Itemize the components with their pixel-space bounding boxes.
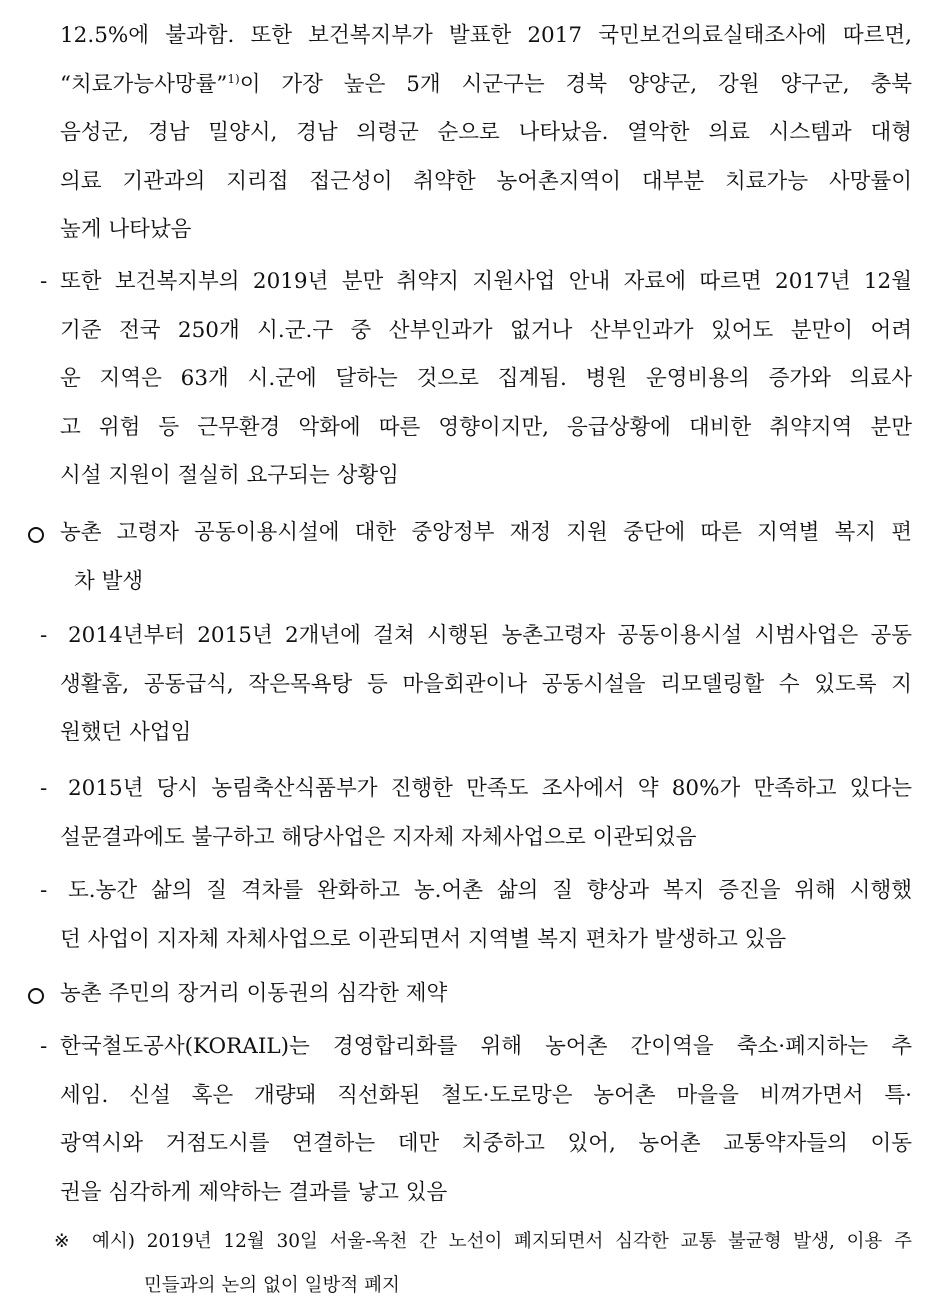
text-line: 차 발생 bbox=[74, 568, 144, 594]
text-line: 2015년 당시 농림축산식품부가 진행한 만족도 조사에서 약 80%가 만족하고 있다는 bbox=[68, 776, 912, 801]
quoted-term: “치료가능사망률” bbox=[60, 71, 228, 97]
text-line: 도.농간 삶의 질 격차를 완화하고 농.어촌 삶의 질 향상과 복지 증진을 위해 시행했 bbox=[68, 878, 912, 903]
text-line: 던 사업이 지자체 자체사업으로 이관되면서 지역별 복지 편차가 발생하고 있음 bbox=[60, 926, 787, 952]
text-line: 의료 기관과의 지리접 접근성이 취약한 농어촌지역이 대부분 치료가능 사망률이 bbox=[60, 168, 912, 194]
text-line: 세임. 신설 혹은 개량돼 직선화된 철도·도로망은 농어촌 마을을 비껴가면서 특· bbox=[60, 1082, 912, 1108]
dash-item-pilot-project bbox=[60, 612, 912, 758]
text-line: 예시) 2019년 12월 30일 서울-옥천 간 노선이 폐지되면서 심각한 교통 불균형 발생, 이용 주 bbox=[92, 1231, 912, 1252]
text-line: 시설 지원이 절실히 요구되는 상황임 bbox=[60, 463, 399, 488]
text-line: 음성군, 경남 밀양시, 경남 의령군 순으로 나타났음. 열악한 의료 시스템과 대형 bbox=[60, 120, 912, 145]
text-line: 원했던 사업임 bbox=[60, 720, 192, 745]
text-fragment: 이 가장 높은 5개 시군구는 경북 양양군, 강원 양구군, 충북 bbox=[239, 71, 912, 97]
text-line: 광역시와 거점도시를 연결하는 데만 치중하고 있어, 농어촌 교통약자들의 이동 bbox=[60, 1131, 912, 1156]
dash-item-korail-closures bbox=[60, 1023, 912, 1217]
dash-item-birth-vulnerable-areas bbox=[60, 258, 912, 501]
text-line bbox=[60, 61, 912, 110]
intro-paragraph bbox=[60, 12, 912, 255]
text-line: 설문결과에도 불구하고 해당사업은 지자체 자체사업으로 이관되었음 bbox=[60, 824, 697, 850]
dash-marker: - bbox=[40, 1034, 48, 1059]
text-line: 한국철도공사(KORAIL)는 경영합리화를 위해 농어촌 간이역을 축소·폐지하는 추 bbox=[60, 1034, 912, 1059]
dash-marker: - bbox=[40, 623, 48, 648]
footnote-reference: 1) bbox=[227, 71, 240, 86]
circle-item-mobility-restriction bbox=[60, 970, 912, 1019]
text-line: 12.5%에 불과함. 또한 보건복지부가 발표한 2017 국민보건의료실태조사에 따르면, bbox=[60, 23, 912, 48]
dash-marker: - bbox=[40, 776, 48, 801]
text-line: 또한 보건복지부의 2019년 분만 취약지 지원사업 안내 자료에 따르면 2017년 12월 bbox=[60, 269, 912, 294]
note-reference-mark: ※ bbox=[54, 1231, 70, 1252]
circle-bullet-icon bbox=[28, 527, 44, 543]
circle-bullet-icon bbox=[28, 988, 44, 1004]
text-line: 기준 전국 250개 시.군.구 중 산부인과가 없거나 산부인과가 있어도 분만이 어려 bbox=[60, 317, 912, 343]
text-line: 운 지역은 63개 시.군에 달하는 것으로 집계됨. 병원 운영비용의 증가와 의료사 bbox=[60, 366, 912, 391]
text-line: 농촌 주민의 장거리 이동권의 심각한 제약 bbox=[60, 981, 448, 1006]
dash-marker: - bbox=[40, 269, 48, 294]
dash-item-transfer-to-local bbox=[60, 867, 912, 964]
text-line: 권을 심각하게 제약하는 결과를 낳고 있음 bbox=[60, 1179, 448, 1205]
text-line: 높게 나타났음 bbox=[60, 217, 192, 242]
dash-marker: - bbox=[40, 878, 48, 903]
dash-item-satisfaction-survey bbox=[60, 765, 912, 862]
note-text bbox=[84, 1220, 912, 1308]
circle-item-welfare-gap bbox=[60, 509, 912, 606]
text-line: 민들과의 논의 없이 일방적 폐지 bbox=[144, 1275, 400, 1296]
text-line: 2014년부터 2015년 2개년에 걸쳐 시행된 농촌고령자 공동이용시설 시범사업은 공동 bbox=[68, 623, 912, 648]
text-line: 생활홈, 공동급식, 작은목욕탕 등 마을회관이나 공동시설을 리모델링할 수 있도록 지 bbox=[60, 671, 912, 697]
text-line: 농촌 고령자 공동이용시설에 대한 중앙정부 재정 지원 중단에 따른 지역별 복지 편 bbox=[60, 520, 912, 545]
text-line: 고 위험 등 근무환경 악화에 따른 영향이지만, 응급상황에 대비한 취약지역 분만 bbox=[60, 414, 912, 440]
